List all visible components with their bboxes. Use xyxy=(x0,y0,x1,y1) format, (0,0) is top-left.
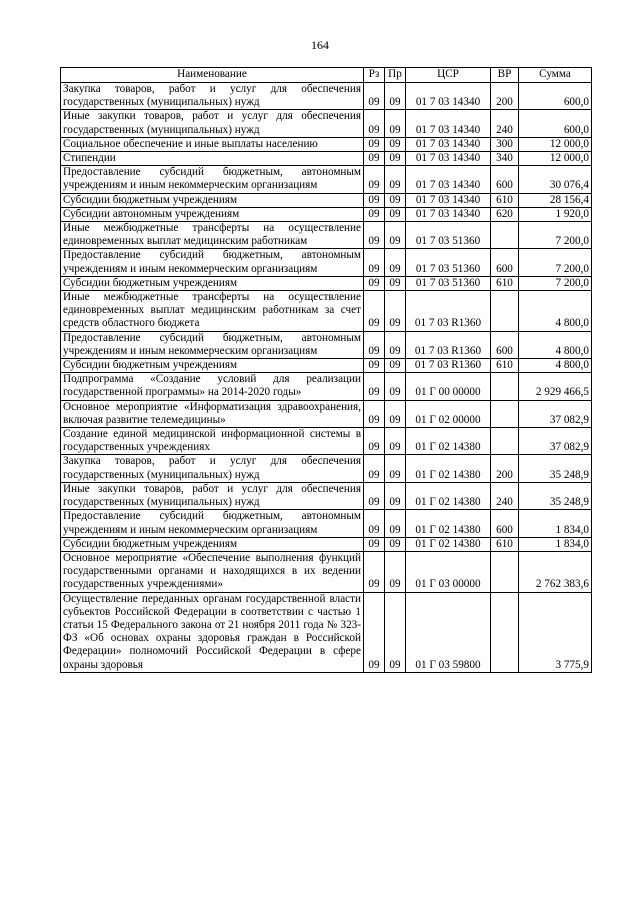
row-pr: 09 xyxy=(385,110,406,137)
row-csr: 01 Г 02 14380 xyxy=(406,455,491,482)
row-vr: 610 xyxy=(491,537,519,551)
row-sum: 7 200,0 xyxy=(519,276,592,290)
row-name: Субсидии автономным учреждениям xyxy=(61,207,364,221)
row-rz: 09 xyxy=(364,137,385,151)
row-sum: 30 076,4 xyxy=(519,166,592,193)
row-vr: 600 xyxy=(491,331,519,358)
row-sum: 12 000,0 xyxy=(519,152,592,166)
table-row xyxy=(61,359,592,373)
row-sum: 37 082,9 xyxy=(519,400,592,427)
row-rz: 09 xyxy=(364,359,385,373)
row-name: Иные межбюджетные трансферты на осуществление единовременных выплат медицинским работникам за счет средств областного бюджета xyxy=(61,291,364,332)
row-rz: 09 xyxy=(364,373,385,400)
row-rz: 09 xyxy=(364,551,385,592)
row-rz: 09 xyxy=(364,482,385,509)
row-csr: 01 Г 03 00000 xyxy=(406,551,491,592)
row-pr: 09 xyxy=(385,276,406,290)
row-sum: 4 800,0 xyxy=(519,291,592,332)
row-csr: 01 Г 02 14380 xyxy=(406,537,491,551)
row-csr: 01 7 03 14340 xyxy=(406,152,491,166)
table-row xyxy=(61,331,592,358)
row-csr: 01 Г 02 14380 xyxy=(406,428,491,455)
row-sum: 600,0 xyxy=(519,110,592,137)
row-name: Иные закупки товаров, работ и услуг для обеспечения государственных (муниципальных) нужд xyxy=(61,482,364,509)
table-row xyxy=(61,110,592,137)
row-pr: 09 xyxy=(385,373,406,400)
row-name: Основное мероприятие «Обеспечение выполнения функций государственными органами и находящихся в их ведении государственных учреждениями» xyxy=(61,551,364,592)
row-pr: 09 xyxy=(385,482,406,509)
row-csr: 01 7 03 14340 xyxy=(406,193,491,207)
row-csr: 01 Г 03 59800 xyxy=(406,592,491,672)
row-csr: 01 7 03 51360 xyxy=(406,222,491,249)
table-row xyxy=(61,551,592,592)
row-vr: 610 xyxy=(491,359,519,373)
row-csr: 01 7 03 51360 xyxy=(406,249,491,276)
row-pr: 09 xyxy=(385,152,406,166)
row-sum: 2 762 383,6 xyxy=(519,551,592,592)
row-vr: 600 xyxy=(491,249,519,276)
row-vr: 300 xyxy=(491,137,519,151)
table-row xyxy=(61,83,592,110)
table-row xyxy=(61,249,592,276)
row-vr: 240 xyxy=(491,110,519,137)
row-pr: 09 xyxy=(385,83,406,110)
row-vr xyxy=(491,592,519,672)
row-pr: 09 xyxy=(385,331,406,358)
row-rz: 09 xyxy=(364,455,385,482)
row-csr: 01 Г 02 14380 xyxy=(406,482,491,509)
row-rz: 09 xyxy=(364,276,385,290)
table-row xyxy=(61,592,592,672)
header-rz: Рз xyxy=(364,68,385,83)
row-sum: 37 082,9 xyxy=(519,428,592,455)
row-name: Иные межбюджетные трансферты на осуществление единовременных выплат медицинским работникам xyxy=(61,222,364,249)
row-vr: 200 xyxy=(491,455,519,482)
table-row xyxy=(61,510,592,537)
row-csr: 01 Г 02 00000 xyxy=(406,400,491,427)
row-name: Закупка товаров, работ и услуг для обеспечения государственных (муниципальных) нужд xyxy=(61,455,364,482)
table-row xyxy=(61,400,592,427)
row-name: Субсидии бюджетным учреждениям xyxy=(61,193,364,207)
table-row xyxy=(61,482,592,509)
row-vr xyxy=(491,400,519,427)
header-name: Наименование xyxy=(61,68,364,83)
row-vr xyxy=(491,551,519,592)
header-csr: ЦСР xyxy=(406,68,491,83)
row-sum: 28 156,4 xyxy=(519,193,592,207)
row-pr: 09 xyxy=(385,249,406,276)
row-vr: 200 xyxy=(491,83,519,110)
row-rz: 09 xyxy=(364,110,385,137)
row-vr: 240 xyxy=(491,482,519,509)
row-vr: 600 xyxy=(491,166,519,193)
row-csr: 01 7 03 14340 xyxy=(406,166,491,193)
table-row xyxy=(61,373,592,400)
row-name: Основное мероприятие «Информатизация здравоохранения, включая развитие телемедицины» xyxy=(61,400,364,427)
row-pr: 09 xyxy=(385,455,406,482)
row-sum: 1 834,0 xyxy=(519,510,592,537)
row-name: Подпрограмма «Создание условий для реализации государственной программы» на 2014-2020 годы» xyxy=(61,373,364,400)
row-name: Предоставление субсидий бюджетным, автономным учреждениям и иным некоммерческим организациям xyxy=(61,249,364,276)
row-vr: 600 xyxy=(491,510,519,537)
row-vr xyxy=(491,373,519,400)
row-sum: 7 200,0 xyxy=(519,222,592,249)
row-sum: 4 800,0 xyxy=(519,331,592,358)
row-pr: 09 xyxy=(385,400,406,427)
row-rz: 09 xyxy=(364,428,385,455)
row-rz: 09 xyxy=(364,193,385,207)
table-row xyxy=(61,207,592,221)
row-sum: 2 929 466,5 xyxy=(519,373,592,400)
row-name: Создание единой медицинской информационной системы в государственных учреждениях xyxy=(61,428,364,455)
row-csr: 01 Г 02 14380 xyxy=(406,510,491,537)
row-vr: 340 xyxy=(491,152,519,166)
row-pr: 09 xyxy=(385,207,406,221)
row-name: Стипендии xyxy=(61,152,364,166)
row-csr: 01 7 03 R1360 xyxy=(406,291,491,332)
row-sum: 600,0 xyxy=(519,83,592,110)
row-rz: 09 xyxy=(364,537,385,551)
row-vr xyxy=(491,291,519,332)
row-rz: 09 xyxy=(364,152,385,166)
row-sum: 35 248,9 xyxy=(519,455,592,482)
row-name: Предоставление субсидий бюджетным, автономным учреждениям и иным некоммерческим организациям xyxy=(61,510,364,537)
table-row xyxy=(61,193,592,207)
table-row xyxy=(61,276,592,290)
row-name: Субсидии бюджетным учреждениям xyxy=(61,537,364,551)
row-csr: 01 7 03 14340 xyxy=(406,207,491,221)
row-pr: 09 xyxy=(385,537,406,551)
row-name: Субсидии бюджетным учреждениям xyxy=(61,359,364,373)
row-name: Предоставление субсидий бюджетным, автономным учреждениям и иным некоммерческим организациям xyxy=(61,331,364,358)
row-csr: 01 7 03 R1360 xyxy=(406,359,491,373)
row-csr: 01 7 03 R1360 xyxy=(406,331,491,358)
row-vr xyxy=(491,222,519,249)
row-vr: 620 xyxy=(491,207,519,221)
row-sum: 3 775,9 xyxy=(519,592,592,672)
row-sum: 1 834,0 xyxy=(519,537,592,551)
row-vr: 610 xyxy=(491,276,519,290)
table-row xyxy=(61,428,592,455)
row-sum: 12 000,0 xyxy=(519,137,592,151)
row-csr: 01 7 03 14340 xyxy=(406,110,491,137)
row-pr: 09 xyxy=(385,510,406,537)
table-row xyxy=(61,455,592,482)
row-pr: 09 xyxy=(385,166,406,193)
row-rz: 09 xyxy=(364,510,385,537)
row-sum: 1 920,0 xyxy=(519,207,592,221)
table-row xyxy=(61,537,592,551)
table-row xyxy=(61,291,592,332)
row-sum: 4 800,0 xyxy=(519,359,592,373)
row-rz: 09 xyxy=(364,291,385,332)
row-sum: 35 248,9 xyxy=(519,482,592,509)
row-rz: 09 xyxy=(364,166,385,193)
row-pr: 09 xyxy=(385,428,406,455)
table-row xyxy=(61,152,592,166)
row-pr: 09 xyxy=(385,193,406,207)
row-name: Закупка товаров, работ и услуг для обеспечения государственных (муниципальных) нужд xyxy=(61,83,364,110)
row-rz: 09 xyxy=(364,400,385,427)
row-rz: 09 xyxy=(364,222,385,249)
row-csr: 01 Г 00 00000 xyxy=(406,373,491,400)
table-row xyxy=(61,222,592,249)
row-name: Предоставление субсидий бюджетным, автономным учреждениям и иным некоммерческим организациям xyxy=(61,166,364,193)
row-csr: 01 7 03 14340 xyxy=(406,83,491,110)
row-pr: 09 xyxy=(385,222,406,249)
row-name: Осуществление переданных органам государственной власти субъектов Российской Федерации в соответствии с частью 1 статьи 15 Федерального закона от 21 ноября 2011 года № 323-ФЗ «Об основах охраны здоровья граждан в Российской Федерации» полномочий Российской Федерации в сфере охраны здоровья xyxy=(61,592,364,672)
row-vr xyxy=(491,428,519,455)
table-row xyxy=(61,166,592,193)
row-rz: 09 xyxy=(364,592,385,672)
table-row xyxy=(61,137,592,151)
row-vr: 610 xyxy=(491,193,519,207)
row-name: Иные закупки товаров, работ и услуг для обеспечения государственных (муниципальных) нужд xyxy=(61,110,364,137)
row-rz: 09 xyxy=(364,83,385,110)
row-csr: 01 7 03 14340 xyxy=(406,137,491,151)
table-header-row xyxy=(61,68,592,83)
row-pr: 09 xyxy=(385,137,406,151)
row-pr: 09 xyxy=(385,592,406,672)
header-sum: Сумма xyxy=(519,68,592,83)
row-name: Социальное обеспечение и иные выплаты населению xyxy=(61,137,364,151)
row-rz: 09 xyxy=(364,207,385,221)
budget-table xyxy=(60,67,592,673)
header-vr: ВР xyxy=(491,68,519,83)
row-pr: 09 xyxy=(385,359,406,373)
page-number: 164 xyxy=(311,38,329,52)
row-rz: 09 xyxy=(364,331,385,358)
header-pr: Пр xyxy=(385,68,406,83)
row-pr: 09 xyxy=(385,551,406,592)
row-csr: 01 7 03 51360 xyxy=(406,276,491,290)
row-name: Субсидии бюджетным учреждениям xyxy=(61,276,364,290)
row-sum: 7 200,0 xyxy=(519,249,592,276)
row-rz: 09 xyxy=(364,249,385,276)
row-pr: 09 xyxy=(385,291,406,332)
